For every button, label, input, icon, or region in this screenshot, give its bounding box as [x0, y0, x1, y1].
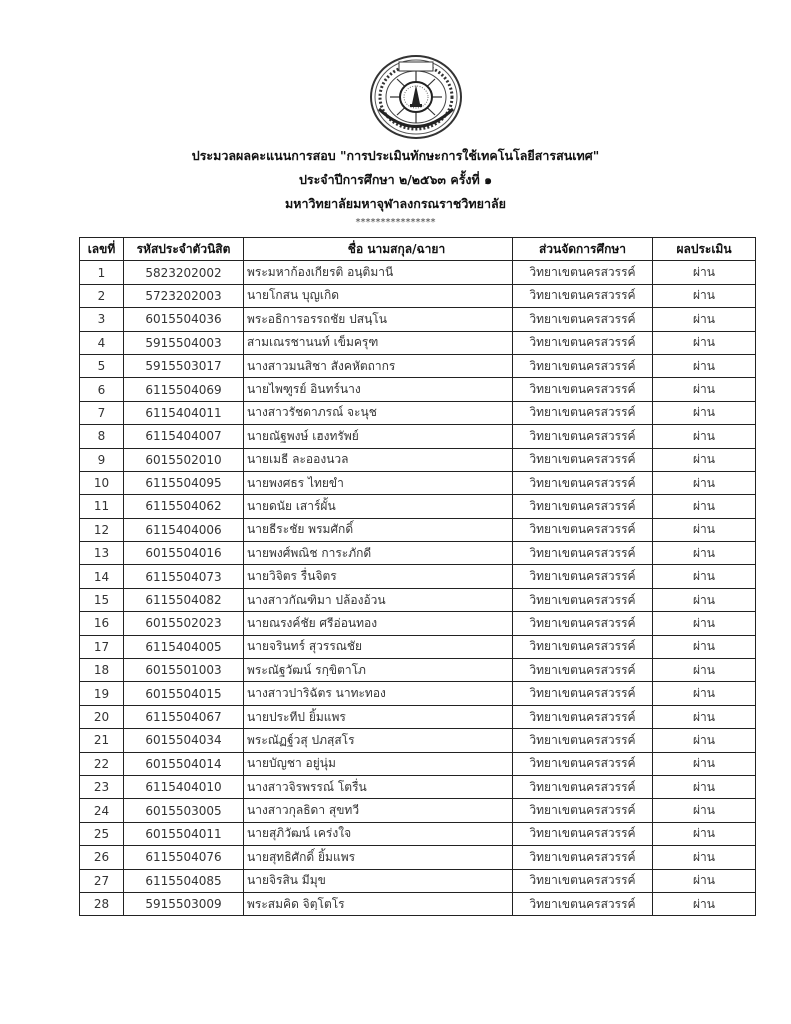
assessment-result-cell: ผ่าน [653, 284, 756, 307]
student-id-cell: 6015502010 [124, 448, 244, 471]
row-number-cell: 11 [80, 495, 124, 518]
student-name-cell: นายจรินทร์ สุวรรณชัย [244, 635, 513, 658]
campus-cell: วิทยาเขตนครสวรรค์ [513, 518, 653, 541]
row-number-cell: 22 [80, 752, 124, 775]
table-row [80, 682, 756, 705]
student-name-cell: พระมหาก้องเกียรติ อนฺติมานี [244, 261, 513, 284]
student-name-cell: นายจิรสิน มีมุข [244, 869, 513, 892]
campus-cell: วิทยาเขตนครสวรรค์ [513, 378, 653, 401]
campus-cell: วิทยาเขตนครสวรรค์ [513, 565, 653, 588]
campus-cell: วิทยาเขตนครสวรรค์ [513, 471, 653, 494]
row-number-cell: 16 [80, 612, 124, 635]
table-row [80, 308, 756, 331]
campus-cell: วิทยาเขตนครสวรรค์ [513, 542, 653, 565]
student-name-cell: นายพงศ์พณิช การะภักดี [244, 542, 513, 565]
assessment-result-cell: ผ่าน [653, 495, 756, 518]
student-name-cell: พระณัฐวัฒน์ รกฺขิตาโภ [244, 659, 513, 682]
assessment-result-cell: ผ่าน [653, 331, 756, 354]
row-number-cell: 24 [80, 799, 124, 822]
table-row [80, 799, 756, 822]
assessment-result-cell: ผ่าน [653, 448, 756, 471]
assessment-result-cell: ผ่าน [653, 471, 756, 494]
table-row [80, 892, 756, 915]
campus-cell: วิทยาเขตนครสวรรค์ [513, 401, 653, 424]
campus-cell: วิทยาเขตนครสวรรค์ [513, 425, 653, 448]
assessment-result-cell: ผ่าน [653, 635, 756, 658]
student-name-cell: นายณัฐพงษ์ เฮงทรัพย์ [244, 425, 513, 448]
row-number-cell: 19 [80, 682, 124, 705]
row-number-cell: 28 [80, 892, 124, 915]
student-name-cell: นายเมธี ละอองนวล [244, 448, 513, 471]
student-id-cell: 6115404006 [124, 518, 244, 541]
table-row [80, 822, 756, 845]
student-id-cell: 6015504016 [124, 542, 244, 565]
column-header-student-id: รหัสประจำตัวนิสิต [124, 238, 244, 261]
campus-cell: วิทยาเขตนครสวรรค์ [513, 659, 653, 682]
assessment-result-cell: ผ่าน [653, 729, 756, 752]
student-id-cell: 5915503009 [124, 892, 244, 915]
student-name-cell: นายณรงค์ชัย ศรีอ่อนทอง [244, 612, 513, 635]
campus-cell: วิทยาเขตนครสวรรค์ [513, 869, 653, 892]
assessment-result-cell: ผ่าน [653, 425, 756, 448]
student-id-cell: 6115504095 [124, 471, 244, 494]
student-name-cell: นายบัญชา อยู่นุ่ม [244, 752, 513, 775]
semester-subtitle: ประจำปีการศึกษา ๒/๒๕๖๓ ครั้งที่ ๑ [298, 172, 493, 187]
assessment-result-cell: ผ่าน [653, 565, 756, 588]
table-row [80, 659, 756, 682]
campus-cell: วิทยาเขตนครสวรรค์ [513, 729, 653, 752]
student-name-cell: นางสาวจิรพรรณ์ โตรื่น [244, 775, 513, 798]
student-name-cell: นางสาวกุลธิดา สุขทวี [244, 799, 513, 822]
table-row [80, 518, 756, 541]
campus-cell: วิทยาเขตนครสวรรค์ [513, 752, 653, 775]
assessment-result-cell: ผ่าน [653, 261, 756, 284]
row-number-cell: 18 [80, 659, 124, 682]
student-name-cell: นายธีระชัย พรมศักดิ์ [244, 518, 513, 541]
campus-cell: วิทยาเขตนครสวรรค์ [513, 799, 653, 822]
student-id-cell: 6115504082 [124, 588, 244, 611]
campus-cell: วิทยาเขตนครสวรรค์ [513, 612, 653, 635]
student-id-cell: 6115404007 [124, 425, 244, 448]
table-row [80, 565, 756, 588]
assessment-result-cell: ผ่าน [653, 542, 756, 565]
student-id-cell: 6015504034 [124, 729, 244, 752]
table-row [80, 261, 756, 284]
campus-cell: วิทยาเขตนครสวรรค์ [513, 775, 653, 798]
assessment-result-cell: ผ่าน [653, 869, 756, 892]
table-row [80, 635, 756, 658]
campus-cell: วิทยาเขตนครสวรรค์ [513, 261, 653, 284]
table-row [80, 495, 756, 518]
row-number-cell: 14 [80, 565, 124, 588]
row-number-cell: 6 [80, 378, 124, 401]
student-id-cell: 6015503005 [124, 799, 244, 822]
campus-cell: วิทยาเขตนครสวรรค์ [513, 846, 653, 869]
table-row [80, 588, 756, 611]
student-id-cell: 6115504062 [124, 495, 244, 518]
campus-cell: วิทยาเขตนครสวรรค์ [513, 448, 653, 471]
campus-cell: วิทยาเขตนครสวรรค์ [513, 822, 653, 845]
table-row [80, 448, 756, 471]
assessment-result-cell: ผ่าน [653, 518, 756, 541]
row-number-cell: 13 [80, 542, 124, 565]
table-row [80, 401, 756, 424]
student-name-cell: นางสาวกัณฑิมา ปล้องอ้วน [244, 588, 513, 611]
row-number-cell: 17 [80, 635, 124, 658]
table-row [80, 869, 756, 892]
row-number-cell: 9 [80, 448, 124, 471]
column-header-result: ผลประเมิน [653, 238, 756, 261]
student-name-cell: นายไพฑูรย์ อินทร์นาง [244, 378, 513, 401]
table-row [80, 775, 756, 798]
table-row [80, 705, 756, 728]
student-id-cell: 6015502023 [124, 612, 244, 635]
student-name-cell: นายพงศธร ไทยขำ [244, 471, 513, 494]
student-name-cell: นางสาวมนสิชา สังคหัตถากร [244, 354, 513, 377]
student-id-cell: 6115404010 [124, 775, 244, 798]
student-name-cell: นางสาวรัชดาภรณ์ จะนุช [244, 401, 513, 424]
assessment-result-cell: ผ่าน [653, 401, 756, 424]
row-number-cell: 5 [80, 354, 124, 377]
student-id-cell: 6115504069 [124, 378, 244, 401]
row-number-cell: 12 [80, 518, 124, 541]
column-header-no: เลขที่ [80, 238, 124, 261]
assessment-result-cell: ผ่าน [653, 588, 756, 611]
table-row [80, 752, 756, 775]
assessment-result-cell: ผ่าน [653, 682, 756, 705]
row-number-cell: 15 [80, 588, 124, 611]
column-header-campus: ส่วนจัดการศึกษา [513, 238, 653, 261]
campus-cell: วิทยาเขตนครสวรรค์ [513, 588, 653, 611]
student-id-cell: 6115504085 [124, 869, 244, 892]
assessment-result-cell: ผ่าน [653, 822, 756, 845]
student-name-cell: พระอธิการอรรถชัย ปสนฺโน [244, 308, 513, 331]
student-id-cell: 5723202003 [124, 284, 244, 307]
row-number-cell: 23 [80, 775, 124, 798]
university-name: มหาวิทยาลัยมหาจุฬาลงกรณราชวิทยาลัย [285, 196, 506, 211]
assessment-result-cell: ผ่าน [653, 799, 756, 822]
student-id-cell: 6115504073 [124, 565, 244, 588]
university-seal-icon [369, 54, 463, 140]
row-number-cell: 7 [80, 401, 124, 424]
row-number-cell: 10 [80, 471, 124, 494]
student-name-cell: นายโกสน บุญเกิด [244, 284, 513, 307]
student-name-cell: นายดนัย เสาร์ผั้น [244, 495, 513, 518]
row-number-cell: 1 [80, 261, 124, 284]
student-id-cell: 6115504067 [124, 705, 244, 728]
campus-cell: วิทยาเขตนครสวรรค์ [513, 308, 653, 331]
assessment-result-cell: ผ่าน [653, 354, 756, 377]
student-id-cell: 6015501003 [124, 659, 244, 682]
assessment-result-cell: ผ่าน [653, 705, 756, 728]
assessment-result-cell: ผ่าน [653, 308, 756, 331]
table-row [80, 284, 756, 307]
assessment-result-cell: ผ่าน [653, 846, 756, 869]
table-row [80, 542, 756, 565]
student-id-cell: 6015504011 [124, 822, 244, 845]
student-id-cell: 5823202002 [124, 261, 244, 284]
student-id-cell: 6015504014 [124, 752, 244, 775]
student-id-cell: 6015504015 [124, 682, 244, 705]
row-number-cell: 20 [80, 705, 124, 728]
student-name-cell: นายวิจิตร รื่นจิตร [244, 565, 513, 588]
row-number-cell: 4 [80, 331, 124, 354]
student-id-cell: 6115404005 [124, 635, 244, 658]
student-name-cell: นางสาวปาริฉัตร นาทะทอง [244, 682, 513, 705]
column-header-name: ชื่อ นามสกุล/ฉายา [244, 238, 513, 261]
row-number-cell: 8 [80, 425, 124, 448]
campus-cell: วิทยาเขตนครสวรรค์ [513, 682, 653, 705]
student-id-cell: 6115404011 [124, 401, 244, 424]
table-row [80, 354, 756, 377]
table-row [80, 471, 756, 494]
campus-cell: วิทยาเขตนครสวรรค์ [513, 354, 653, 377]
student-name-cell: นายสุทธิศักดิ์ ยิ้มแพร [244, 846, 513, 869]
campus-cell: วิทยาเขตนครสวรรค์ [513, 284, 653, 307]
table-header-row [80, 238, 756, 261]
document-title: ประมวลผลคะแนนการสอบ "การประเมินทักษะการใช้เทคโนโลยีสารสนเทศ" [191, 148, 600, 163]
results-table [79, 237, 756, 916]
row-number-cell: 25 [80, 822, 124, 845]
table-row [80, 331, 756, 354]
assessment-result-cell: ผ่าน [653, 892, 756, 915]
student-name-cell: นายประทีป ยิ้มแพร [244, 705, 513, 728]
table-row [80, 846, 756, 869]
student-name-cell: พระณัฏฐ์วสุ ปภสฺสโร [244, 729, 513, 752]
assessment-result-cell: ผ่าน [653, 612, 756, 635]
row-number-cell: 27 [80, 869, 124, 892]
student-name-cell: พระสมคิด จิตฺโตโร [244, 892, 513, 915]
assessment-result-cell: ผ่าน [653, 378, 756, 401]
student-name-cell: สามเณรชานนท์ เข็มครุฑ [244, 331, 513, 354]
assessment-result-cell: ผ่าน [653, 659, 756, 682]
table-row [80, 425, 756, 448]
assessment-result-cell: ผ่าน [653, 752, 756, 775]
student-id-cell: 5915504003 [124, 331, 244, 354]
campus-cell: วิทยาเขตนครสวรรค์ [513, 331, 653, 354]
campus-cell: วิทยาเขตนครสวรรค์ [513, 705, 653, 728]
row-number-cell: 2 [80, 284, 124, 307]
campus-cell: วิทยาเขตนครสวรรค์ [513, 495, 653, 518]
student-id-cell: 6015504036 [124, 308, 244, 331]
row-number-cell: 26 [80, 846, 124, 869]
student-name-cell: นายสุภิวัฒน์ เคร่งใจ [244, 822, 513, 845]
row-number-cell: 3 [80, 308, 124, 331]
assessment-result-cell: ผ่าน [653, 775, 756, 798]
table-row [80, 612, 756, 635]
student-id-cell: 5915503017 [124, 354, 244, 377]
table-row [80, 729, 756, 752]
table-row [80, 378, 756, 401]
divider-stars: **************** [355, 217, 436, 228]
campus-cell: วิทยาเขตนครสวรรค์ [513, 892, 653, 915]
campus-cell: วิทยาเขตนครสวรรค์ [513, 635, 653, 658]
row-number-cell: 21 [80, 729, 124, 752]
student-id-cell: 6115504076 [124, 846, 244, 869]
